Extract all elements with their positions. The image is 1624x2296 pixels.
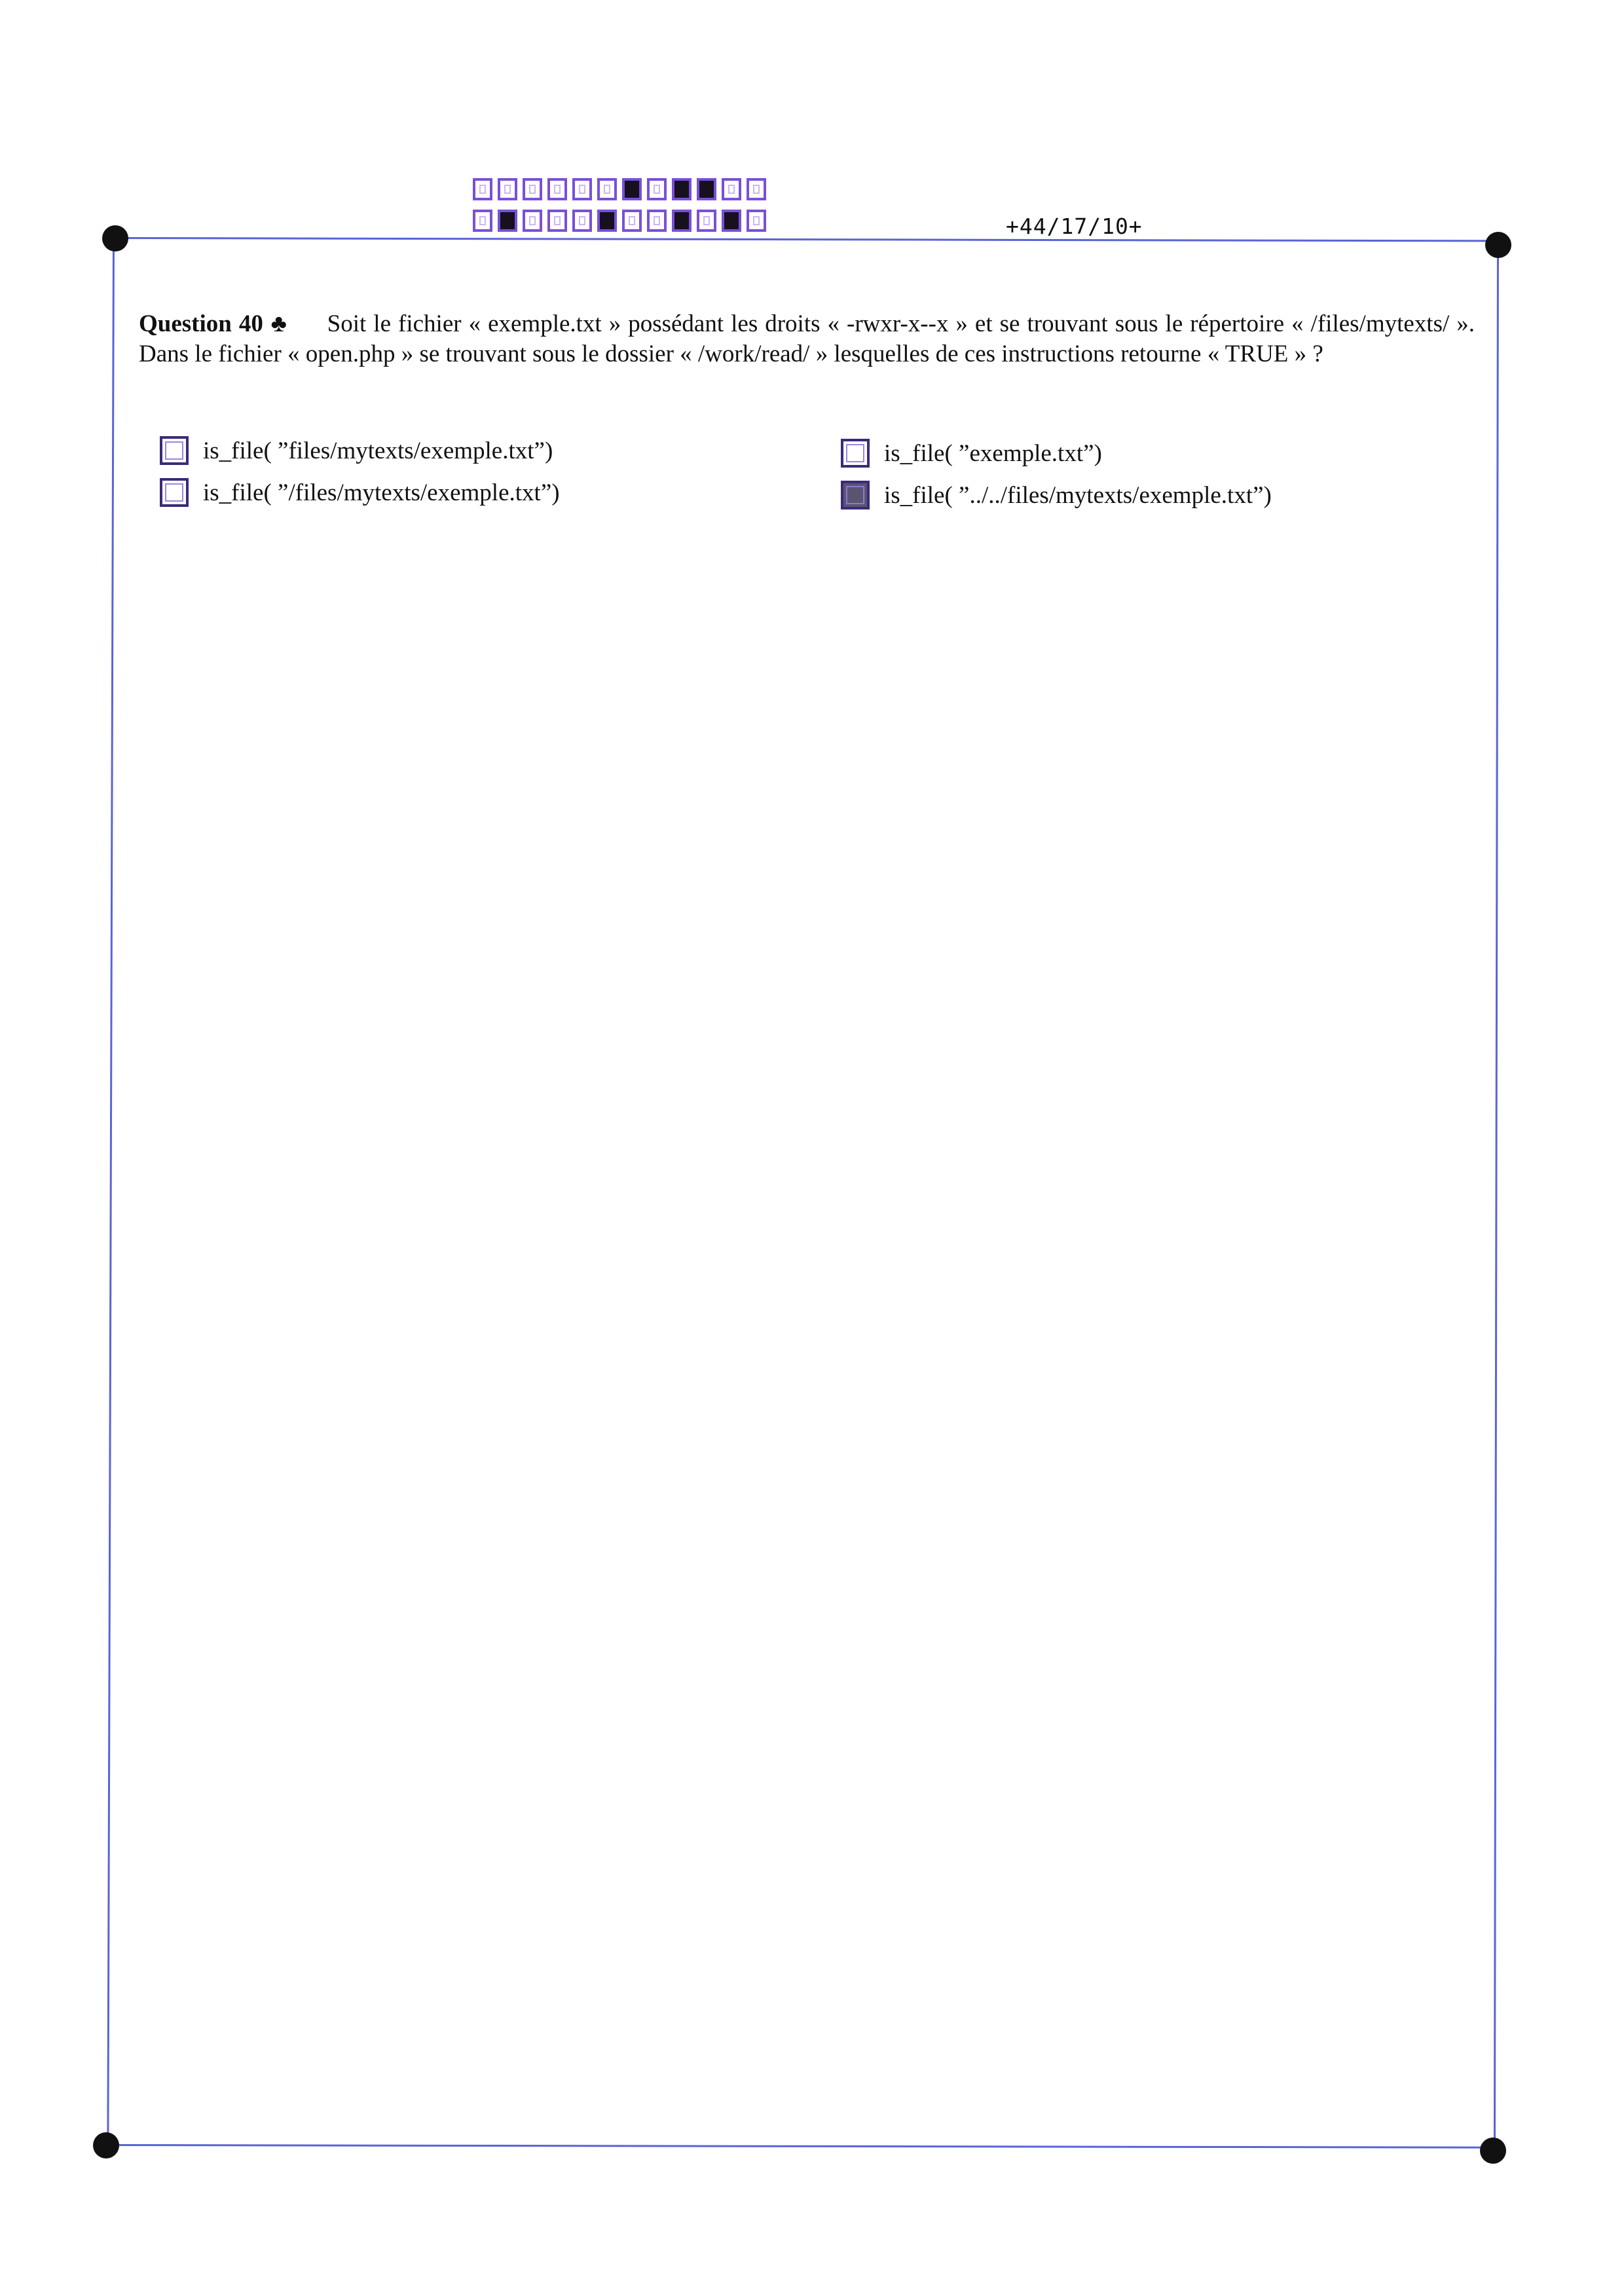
id-code-cell: [473, 210, 492, 232]
id-code-cell: [572, 210, 592, 232]
id-code-cell: [747, 210, 766, 232]
id-code-cell: [547, 210, 567, 232]
frame-bottom-line: [106, 2144, 1493, 2149]
answer-checkbox-4[interactable]: [841, 481, 870, 509]
id-code-cell: [572, 178, 592, 200]
question-text: Soit le fichier « exemple.txt » possédant les droits « -rwxr-x--x » et se trouvant sous le répertoire « /files/mytexts/ ». Dans le fichier « open.php » se trouvant sous le dossier « /work/read/ » lesquelles de ces instructions retourne « TRUE » ?: [139, 310, 1475, 367]
id-code-cell: [697, 178, 716, 200]
id-code-cell: [622, 178, 642, 200]
answer-label-2: is_file( ”/files/mytexts/exemple.txt”): [203, 479, 560, 506]
answer-label-1: is_file( ”files/mytexts/exemple.txt”): [203, 437, 553, 464]
id-code-cell: [597, 178, 617, 200]
question-block: [139, 309, 1475, 369]
answer-checkbox-3[interactable]: [841, 439, 870, 468]
frame-right-line: [1494, 245, 1499, 2148]
id-code-cell: [747, 178, 766, 200]
question-label: Question 40: [139, 310, 263, 337]
id-code-cell: [672, 178, 692, 200]
id-code-row-2: [473, 210, 771, 232]
id-code-cell: [697, 210, 716, 232]
answer-label-4: is_file( ”../../files/mytexts/exemple.txt”): [884, 481, 1272, 509]
answer-option-2[interactable]: [160, 478, 560, 507]
id-code-cell: [622, 210, 642, 232]
id-code-cell: [498, 210, 517, 232]
corner-mark-bottom-left: [93, 2132, 119, 2158]
id-code-cell: [647, 210, 667, 232]
id-code-cell: [547, 178, 567, 200]
id-code-cell: [523, 210, 542, 232]
id-code-cell: [473, 178, 492, 200]
id-code-cell: [597, 210, 617, 232]
answer-option-4[interactable]: [841, 481, 1272, 509]
corner-mark-top-right: [1485, 232, 1511, 258]
id-code-row-1: [473, 178, 771, 200]
answer-option-1[interactable]: [160, 436, 553, 465]
id-code-cell: [722, 210, 741, 232]
frame-left-line: [107, 238, 115, 2145]
club-symbol-icon: ♣: [269, 310, 288, 337]
corner-mark-bottom-right: [1480, 2138, 1506, 2164]
frame-top-line: [115, 237, 1498, 242]
answer-label-3: is_file( ”exemple.txt”): [884, 439, 1102, 467]
id-code-cell: [523, 178, 542, 200]
page-identifier: +44/17/10+: [1006, 213, 1143, 239]
corner-mark-top-left: [102, 225, 128, 251]
id-code-cell: [647, 178, 667, 200]
answer-option-3[interactable]: [841, 439, 1102, 468]
id-code-cell: [722, 178, 741, 200]
answer-checkbox-1[interactable]: [160, 436, 189, 465]
id-code-cell: [498, 178, 517, 200]
id-code-cell: [672, 210, 692, 232]
answer-checkbox-2[interactable]: [160, 478, 189, 507]
